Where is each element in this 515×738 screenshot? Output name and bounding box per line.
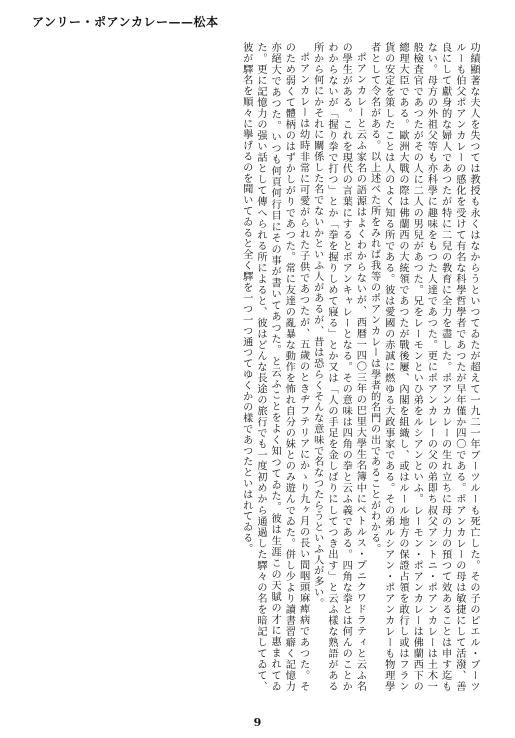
paragraph-3: ポアンカレーは幼時非常に可愛がられた子供であつたが、五歲のときヂフテリアにかゝり九ヶ月の長い間咽頭麻痺病であつた。そのため弱くて體柄のはずかしがりであつた。常に友達の亂暴な動作を怖れ自分の妹とのみ遊んでゐた。併し少より讀書習癖く記憶力亦絕大であつた。いつも何頁何行目にその事が書いてあつた。と云ふことをよく知つてゐた。彼は生涯この天賦の才に惠まれてゐた。更に記憶力の强い話として傳へられる所によると、彼はどんな長途の旅行でも一度初めから通過した驛々の名を暗記してゐて、彼が驛名を順々に擧げるのを聞いてゐると全く驛を一つ一つ通つてゆくかの樣であつたといはれてゐる。	[240, 42, 309, 692]
paragraph-2: ポアンカレーと云ふ家名の語源はよくわからないが、西暦一四〇三年の巴里大學生名簿中にペトルス・プニクワドラティと云ふ名の學生がある。これを現代の言葉にするとポアンキャレーとなる。その意味は四角の拳と云ふ義である。四角な拳とは何んのことかわからないが「握り拳で打つ」とか「拳を握りしめて寢る」とか又は「人の手足を金しばりにしてつき出す」と云ふ樣な熟語がある所から何にかそれに關係した名でないかといふ人があるが、昔は恐らくそんな意味で名なつたらうといふ人が多い。	[311, 42, 366, 692]
page-number: 9	[253, 716, 262, 729]
body-text	[50, 42, 480, 692]
paragraph-1: 功績顯著な夫人を失つては教授も永くはなからうといつてゐたが超えて一九二一年ブーツルーも死亡した。その子のピエル・ブーツルーも伯父ポアンカレーの感化を受けて有名な科學哲學者であつたが早年僅か四〇である。ポアンカレーの母は敏捷にして活潑、善良にして獻身的な婦人であつたが特に二兒の教育に全力を盡した。ポアンカレーの生れ立ちに母の力の預つて效あることは申す迄もない。母方の外祖父等も亦科學に趣味をもつた人達であつた。更にポアンカレーの父の弟即ち叔父アントニ・ポアンカレーは土木一般檢査官であつたがその人に二人の男兒があつた。兄をレーモンといひ弟をルシアンといふ。レーモン・ポアンカレーは佛蘭西下の總理大臣である。歐洲大戰の際は佛蘭西の大統領であつたが戰後屢、內閣を組織し、或はルール地方の保證占領を敢行し或はフラン貨の安定を策したことは人のよく知る所である。彼は愛國の赤誠に燃ゆる大政事家である。その弟ルシアン・ポアンカレーも物理學者として令名がある。以上述べた所をみれば我等のポアンカレーは學者的名門の出であることがわかる。	[368, 42, 479, 692]
running-header: アンリー・ポアンカレー——松本	[32, 15, 219, 29]
